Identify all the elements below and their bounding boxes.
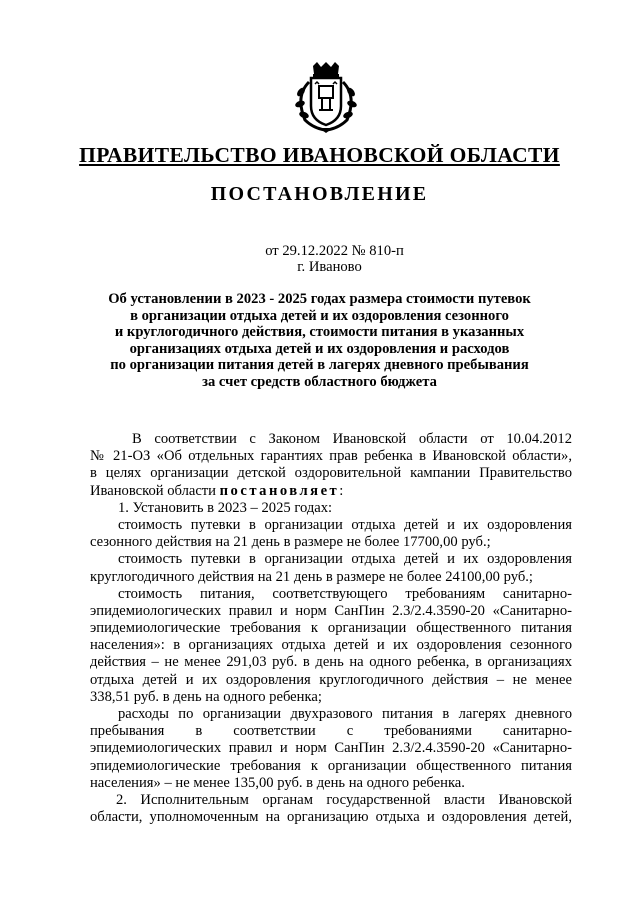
document-city: г. Иваново (297, 259, 362, 275)
title-line: за счет средств областного бюджета (202, 373, 437, 390)
body-line: эпидемиологические требования к организации общественного питания (90, 757, 572, 774)
body-line: эпидемиологические требования к организации общественного питания (90, 620, 572, 637)
coat-of-arms-icon (291, 62, 361, 134)
body-text: Ивановской области (90, 482, 220, 499)
body-line: области, уполномоченным на организацию отдыха и оздоровления детей, (90, 809, 572, 826)
body-line: сезонного действия на 21 день в размере не более 17700,00 руб.; (90, 534, 491, 551)
body-line: действия – не менее 291,03 руб. в день на одного ребенка, в организациях (90, 654, 572, 671)
document-meta (0, 243, 639, 275)
body-text: : (339, 482, 344, 499)
document-body (90, 431, 572, 826)
title-line: в организации отдыха детей и их оздоровления сезонного (130, 307, 509, 324)
clause-1: 1. Установить в 2023 – 2025 годах: (118, 499, 333, 516)
title-line: и круглогодичного действия, стоимости питания в указанных (114, 324, 525, 340)
body-line: населения» – не менее 135,00 руб. в день на одного ребенка. (90, 774, 465, 791)
resolves-word: постановляет (219, 482, 340, 499)
document-type: ПОСТАНОВЛЕНИЕ (210, 183, 429, 205)
document-date-number: от 29.12.2022 № 810-п (265, 243, 404, 259)
body-line: стоимость питания, соответствующего требованиям санитарно- (118, 585, 572, 602)
body-line: населения»: в организациях отдыха детей и их оздоровления сезонного (90, 637, 572, 654)
body-line (90, 483, 572, 500)
title-line: организациях отдыха детей и их оздоровления и расходов (129, 340, 510, 357)
body-line: расходы по организации двухразового питания в лагерях дневного (118, 706, 572, 722)
body-line: круглогодичного действия на 21 день в размере не более 24100,00 руб.; (90, 568, 533, 585)
clause-2: 2. Исполнительным органам государственной власти Ивановской (116, 791, 572, 808)
document-title (40, 291, 599, 390)
organization-name: ПРАВИТЕЛЬСТВО ИВАНОВСКОЙ ОБЛАСТИ (79, 143, 560, 167)
body-line: стоимость путевки в организации отдыха детей и их оздоровления (118, 516, 572, 533)
body-line: № 21-ОЗ «Об отдельных гарантиях прав ребенка в Ивановской области», (90, 448, 572, 465)
body-line: В соответствии с Законом Ивановской области от 10.04.2012 (132, 431, 572, 447)
body-line: 338,51 руб. в день на одного ребенка; (90, 688, 322, 705)
title-line: по организации питания детей в лагерях дневного пребывания (110, 357, 529, 373)
body-line: пребывания в соответствии с требованиями санитарно- (90, 723, 572, 740)
body-line: эпидемиологических правил и норм СанПин 2.3/2.4.3590-20 «Санитарно- (90, 602, 572, 619)
body-line: в целях организации детской оздоровительной кампании Правительство (90, 465, 572, 482)
title-line: Об установлении в 2023 - 2025 годах размера стоимости путевок (108, 291, 531, 307)
body-line: отдыха детей и их оздоровления круглогодичного действия – не менее (90, 671, 572, 688)
body-line: стоимость путевки в организации отдыха детей и их оздоровления (118, 551, 572, 568)
body-line: эпидемиологических правил и норм СанПин 2.3/2.4.3590-20 «Санитарно- (90, 740, 572, 757)
